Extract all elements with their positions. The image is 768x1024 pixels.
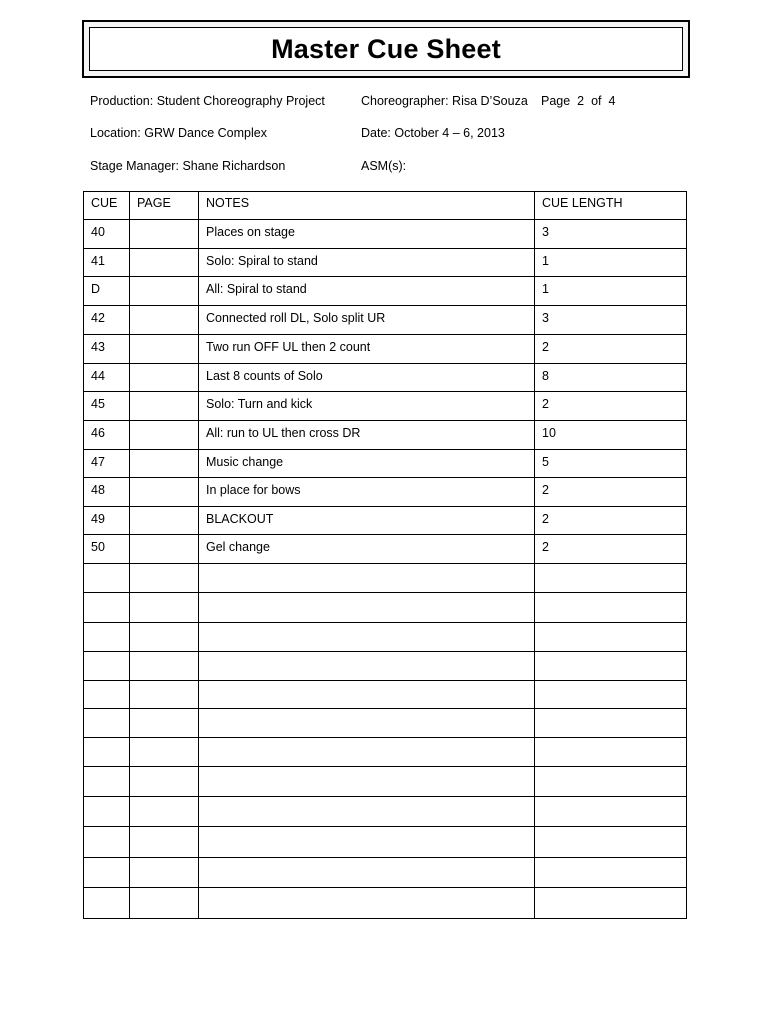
table-row	[84, 450, 687, 478]
cell-notes	[199, 564, 535, 593]
date-field	[361, 126, 505, 140]
location-label: Location:	[90, 126, 141, 140]
cell-cue-length: 1	[535, 277, 687, 306]
production-field	[90, 94, 325, 108]
table-row	[84, 421, 687, 450]
cell-cue	[84, 827, 130, 858]
page-title: Master Cue Sheet	[271, 33, 501, 64]
cell-page	[130, 249, 199, 277]
location-field	[90, 126, 267, 140]
cell-cue-length: 3	[535, 220, 687, 249]
cell-notes	[199, 652, 535, 681]
cell-page	[130, 738, 199, 767]
title-frame	[82, 20, 690, 78]
header-cue: CUE	[84, 192, 130, 220]
cell-page	[130, 277, 199, 306]
cell-page	[130, 681, 199, 709]
cell-page	[130, 335, 199, 364]
cell-cue-length	[535, 827, 687, 858]
cell-cue-length: 5	[535, 450, 687, 478]
stage-manager-value: Shane Richardson	[182, 159, 286, 173]
cell-cue-length: 8	[535, 364, 687, 392]
cell-notes: Two run OFF UL then 2 count	[199, 335, 535, 364]
cell-notes	[199, 623, 535, 652]
cell-page	[130, 797, 199, 827]
table-row	[84, 220, 687, 249]
cell-page	[130, 535, 199, 564]
cell-notes: All: run to UL then cross DR	[199, 421, 535, 450]
cell-cue	[84, 623, 130, 652]
cell-cue: 44	[84, 364, 130, 392]
header-notes: NOTES	[199, 192, 535, 220]
table-row	[84, 858, 687, 888]
cell-page	[130, 306, 199, 335]
cell-page	[130, 623, 199, 652]
cell-cue: 45	[84, 392, 130, 421]
cell-notes	[199, 858, 535, 888]
location-value: GRW Dance Complex	[144, 126, 267, 140]
table-row	[84, 593, 687, 623]
cell-page	[130, 888, 199, 919]
cell-cue	[84, 797, 130, 827]
cell-cue: D	[84, 277, 130, 306]
asm-field	[361, 159, 406, 173]
stage-manager-label: Stage Manager:	[90, 159, 179, 173]
table-row	[84, 564, 687, 593]
cell-notes	[199, 888, 535, 919]
cell-cue: 47	[84, 450, 130, 478]
cell-page	[130, 593, 199, 623]
cell-cue-length: 2	[535, 478, 687, 507]
cell-cue-length	[535, 564, 687, 593]
cell-cue	[84, 709, 130, 738]
cell-page	[130, 858, 199, 888]
cell-cue	[84, 681, 130, 709]
choreographer-value: Risa D’Souza	[452, 94, 528, 108]
date-value: October 4 – 6, 2013	[394, 126, 505, 140]
table-header-row	[84, 192, 687, 220]
title-box	[89, 27, 683, 71]
cell-page	[130, 220, 199, 249]
cell-notes: Places on stage	[199, 220, 535, 249]
cue-table	[83, 191, 687, 919]
date-label: Date:	[361, 126, 391, 140]
cell-notes	[199, 681, 535, 709]
cell-notes: Connected roll DL, Solo split UR	[199, 306, 535, 335]
cell-cue: 50	[84, 535, 130, 564]
table-row	[84, 738, 687, 767]
table-row	[84, 709, 687, 738]
cell-cue: 40	[84, 220, 130, 249]
cell-cue-length: 10	[535, 421, 687, 450]
cell-cue-length: 2	[535, 507, 687, 535]
cell-cue-length	[535, 623, 687, 652]
cell-notes: Gel change	[199, 535, 535, 564]
cell-cue	[84, 888, 130, 919]
table-row	[84, 249, 687, 277]
table-row	[84, 797, 687, 827]
cell-page	[130, 564, 199, 593]
cell-page	[130, 827, 199, 858]
cell-notes: Solo: Spiral to stand	[199, 249, 535, 277]
cell-cue	[84, 564, 130, 593]
cell-cue	[84, 652, 130, 681]
production-value: Student Choreography Project	[156, 94, 325, 108]
table-row	[84, 364, 687, 392]
table-row	[84, 623, 687, 652]
table-row	[84, 507, 687, 535]
cell-cue	[84, 858, 130, 888]
table-row	[84, 827, 687, 858]
cell-cue-length: 3	[535, 306, 687, 335]
table-row	[84, 888, 687, 919]
table-row	[84, 277, 687, 306]
table-row	[84, 681, 687, 709]
cell-cue: 48	[84, 478, 130, 507]
cell-cue-length	[535, 681, 687, 709]
page-indicator	[541, 94, 615, 108]
table-row	[84, 652, 687, 681]
cell-cue-length	[535, 888, 687, 919]
cell-cue-length: 2	[535, 335, 687, 364]
meta-row-production	[0, 94, 768, 114]
cell-cue: 43	[84, 335, 130, 364]
cell-cue: 49	[84, 507, 130, 535]
cell-cue: 46	[84, 421, 130, 450]
header-cue-length: CUE LENGTH	[535, 192, 687, 220]
meta-row-stage-manager	[0, 159, 768, 179]
page-label: Page	[541, 94, 571, 108]
cell-cue-length	[535, 593, 687, 623]
cell-notes: All: Spiral to stand	[199, 277, 535, 306]
table-row	[84, 306, 687, 335]
cell-notes	[199, 593, 535, 623]
cell-notes: Solo: Turn and kick	[199, 392, 535, 421]
cell-page	[130, 421, 199, 450]
cell-cue: 41	[84, 249, 130, 277]
cell-cue-length	[535, 652, 687, 681]
choreographer-field	[361, 94, 528, 108]
cell-cue-length: 2	[535, 535, 687, 564]
cell-page	[130, 450, 199, 478]
cell-notes: Music change	[199, 450, 535, 478]
production-label: Production:	[90, 94, 154, 108]
cell-cue-length	[535, 767, 687, 797]
cell-notes: In place for bows	[199, 478, 535, 507]
asm-label: ASM(s):	[361, 159, 407, 173]
table-row	[84, 535, 687, 564]
cell-cue-length	[535, 797, 687, 827]
cell-cue	[84, 593, 130, 623]
cell-cue-length	[535, 858, 687, 888]
cell-cue	[84, 767, 130, 797]
cell-page	[130, 767, 199, 797]
cell-cue-length: 2	[535, 392, 687, 421]
cell-page	[130, 364, 199, 392]
cell-page	[130, 478, 199, 507]
meta-row-location	[0, 126, 768, 146]
cell-cue-length: 1	[535, 249, 687, 277]
cell-notes	[199, 709, 535, 738]
table-row	[84, 478, 687, 507]
cell-notes	[199, 767, 535, 797]
page-total: 4	[608, 94, 616, 108]
table-row	[84, 335, 687, 364]
table-row	[84, 392, 687, 421]
cell-notes	[199, 797, 535, 827]
cell-cue: 42	[84, 306, 130, 335]
cell-cue-length	[535, 709, 687, 738]
page-current: 2	[577, 94, 585, 108]
header-page: PAGE	[130, 192, 199, 220]
cell-page	[130, 392, 199, 421]
cell-page	[130, 507, 199, 535]
cell-cue-length	[535, 738, 687, 767]
table-row	[84, 767, 687, 797]
page-of: of	[591, 94, 602, 108]
cell-cue	[84, 738, 130, 767]
stage-manager-field	[90, 159, 285, 173]
cell-page	[130, 709, 199, 738]
cell-notes	[199, 827, 535, 858]
choreographer-label: Choreographer:	[361, 94, 449, 108]
cell-page	[130, 652, 199, 681]
cell-notes: Last 8 counts of Solo	[199, 364, 535, 392]
cell-notes: BLACKOUT	[199, 507, 535, 535]
cell-notes	[199, 738, 535, 767]
